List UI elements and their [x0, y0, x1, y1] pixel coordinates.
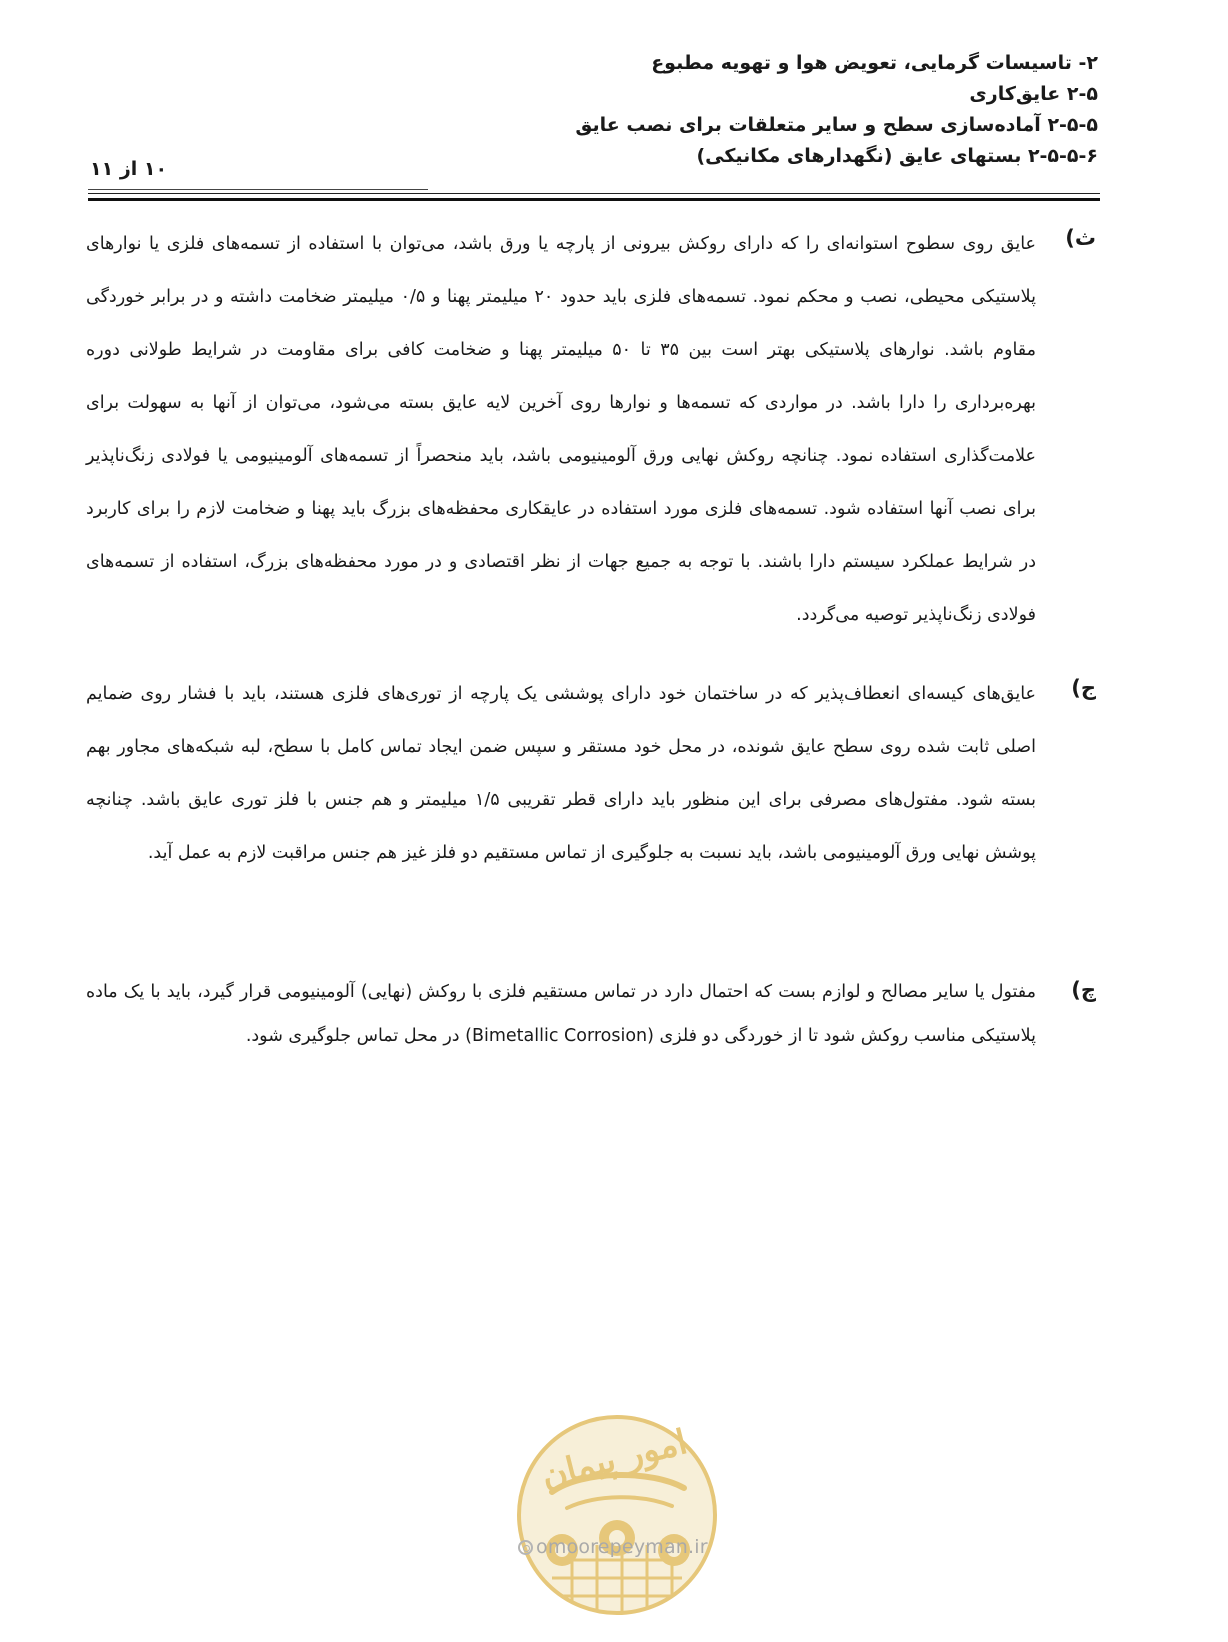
paragraph-text: عایق روی سطوح استوانه‌ای را که دارای روکش بیرونی از پارچه یا ورق باشد، می‌توان با استفاده از تسمه‌های فلزی یا نوارهای پلاستیکی محیطی، نصب و محکم نمود. تسمه‌های فلزی باید حدود ۲۰ میلیمتر پهنا و ۰/۵ میلیمتر ضخامت داشته و در برابر خوردگی مقاوم باشد. نوارهای پلاستیکی بهتر است بین ۳۵ تا ۵۰ میلیمتر پهنا و ضخامت کافی برای مقاومت در شرایط طولانی دوره بهره‌برداری را دارا باشد. در مواردی که تسمه‌ها و نوارها روی آخرین لایه عایق بسته می‌شود، می‌توان از آنها به سهولت برای علامت‌گذاری استفاده نمود. چنانچه روکش نهایی ورق آلومینیومی باشد، باید منحصراً از تسمه‌های آلومینیومی یا فولادی زنگ‌ناپذیر برای نصب آنها استفاده شود. تسمه‌های فلزی مورد استفاده در عایقکاری محفظه‌های بزرگ باید پهنا و ضخامت لازم را برای کاربرد در شرایط عملکرد سیستم دارا باشند. با توجه به جمیع جهات از نظر اقتصادی و در مورد محفظه‌های بزرگ، استفاده از تسمه‌های فولادی زنگ‌ناپذیر توصیه می‌گردد. [86, 234, 1036, 625]
paragraph-item [86, 218, 1096, 625]
header-lines [575, 48, 1098, 172]
paragraph-marker: ج) [1071, 676, 1096, 700]
watermark-logo-text: امور پیمان [537, 1421, 692, 1497]
header-divider-thin [88, 193, 1100, 194]
paragraph-text: عایق‌های کیسه‌ای انعطاف‌پذیر که در ساختمان خود دارای پوششی یک پارچه از توری‌های فلزی هستند، باید با فشار روی ضمایم اصلی ثابت شده روی سطح عایق شونده، در محل خود مستقر و سپس ضمن ایجاد تماس کامل با سطح، لبه شبکه‌های مجاور بهم بسته شود. مفتول‌های مصرفی برای این منظور باید دارای قطر تقریبی ۱/۵ میلیمتر و هم جنس با فلز توری عایق باشد. چنانچه پوشش نهایی ورق آلومینیومی باشد، باید نسبت به جلوگیری از تماس مستقیم دو فلز غیز هم جنس مراقبت لازم به عمل آید. [86, 684, 1036, 863]
page-header [90, 48, 1098, 200]
at-sign-icon [518, 1540, 533, 1555]
watermark-logo [512, 1410, 722, 1620]
sub-subsection-title: ۲-۵-۵-۶ بستهای عایق (نگهدارهای مکانیکی) [696, 145, 1098, 167]
paragraph-item [86, 668, 1096, 928]
section-title: ۲-۵ عایق‌کاری [969, 83, 1098, 105]
paragraph-text: مفتول یا سایر مصالح و لوازم بست که احتمال دارد در تماس مستقیم فلزی با روکش (نهایی) آلومینیومی قرار گیرد، باید با یک ماده پلاستیکی مناسب روکش شود تا از خوردگی دو فلزی (Bimetallic Corrosion) در محل تماس جلوگیری شود. [86, 982, 1036, 1046]
watermark-url-text: omoorepeyman.ir [536, 1536, 708, 1558]
header-divider-thick [88, 198, 1100, 201]
page-number-underline [88, 189, 428, 190]
paragraph-marker: ث) [1065, 226, 1096, 250]
subsection-title: ۲-۵-۵ آماده‌سازی سطح و سایر متعلقات برای نصب عایق [575, 114, 1098, 136]
paragraph-marker: چ) [1071, 978, 1096, 1002]
chapter-title: ۲- تاسیسات گرمایی، تعویض هوا و تهویه مطبوع [651, 52, 1098, 74]
paragraph-item [86, 970, 1096, 1070]
watermark-url [518, 1536, 728, 1558]
page-number: ۱۰ از ۱۱ [90, 158, 168, 180]
